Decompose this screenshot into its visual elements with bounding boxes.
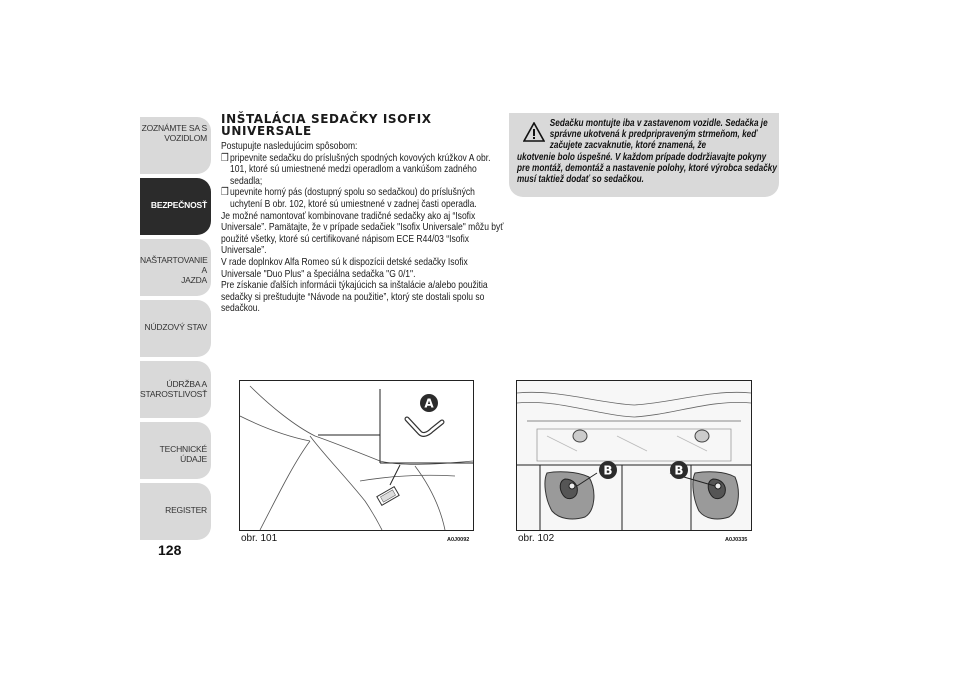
section-heading (221, 113, 506, 137)
tab-label: NAŠTARTOVANIE A (140, 255, 208, 275)
figure-code-101: A0J0092 (447, 537, 470, 543)
tab-emergency[interactable] (140, 300, 211, 357)
tab-vehicle[interactable] (140, 117, 211, 174)
figure-code-102: A0J0335 (725, 537, 748, 543)
tab-label: TECHNICKÉ ÚDAJE (159, 444, 207, 464)
marker-label-a: A (424, 396, 434, 411)
tab-label: REGISTER (165, 505, 207, 515)
figure-101 (239, 380, 474, 531)
list-item (221, 187, 506, 210)
tab-technical-data[interactable] (140, 422, 211, 479)
list-item-text: pripevnite sedačku do príslušných spodných kovových krúžkov A obr. 101, ktoré sú umiestnené medzi operadlom a vankúšom zadného sedadla; (230, 152, 491, 187)
warning-box (509, 113, 779, 197)
heading-line: INŠTALÁCIA SEDAČKY ISOFIX (221, 112, 432, 126)
list-item-text: upevnite horný pás (dostupný spolu so sedačkou) do príslušných uchytení B obr. 102, ktoré sú umiestnené v zadnej časti operadla. (230, 187, 477, 210)
tab-label: BEZPEČNOSŤ (150, 200, 207, 210)
warning-text-line: Sedačku montujte iba v zastavenom vozidle. Sedačka je správne ukotvená k predpripraveným strmeňom, keď začujete zacvaknutie, ktoré znamená, že (549, 118, 768, 152)
paragraph: Je možné namontovať kombinovane tradičné sedačky ako aj “Isofix Universale”. Pamätajte, že v prípade sedačiek "Isofix Universale" môžu byť použité všetky, ktoré sú certifikované nápisom ECE R44/03 “Isofix Universale”. (221, 210, 504, 257)
body-text (221, 141, 506, 315)
warning-text-line: ukotvenie bolo úspešné. V každom prípade dodržiavajte pokyny pre montáž, demontáž a nastavenie polohy, ktoré výrobca sedačky musí taktiež dodať so sedačkou. (517, 151, 777, 186)
figure-caption-102: obr. 102 (518, 533, 555, 544)
paragraph: V rade doplnkov Alfa Romeo sú k dispozícii detské sedačky Isofix Universale "Duo Plus" a špeciálna sedačka "G 0/1". (221, 256, 468, 280)
isofix-anchor-illustration (240, 381, 473, 530)
tab-safety[interactable] (140, 178, 211, 235)
page-number: 128 (158, 542, 182, 558)
tab-label: VOZIDLOM (164, 133, 207, 143)
tab-label: NÚDZOVÝ STAV (144, 322, 207, 332)
tab-label: JAZDA (181, 275, 207, 285)
tab-index[interactable] (140, 483, 211, 540)
figure-102 (516, 380, 752, 531)
tab-label: ZOZNÁMTE SA S (141, 123, 207, 133)
intro-paragraph: Postupujte nasledujúcim spôsobom: (221, 141, 358, 152)
checkbox-bullet-icon: ❒ (221, 187, 229, 199)
heading-line: UNIVERSALE (221, 124, 312, 138)
tab-label: STAROSTLIVOSŤ (140, 389, 208, 399)
tab-starting-driving[interactable] (140, 239, 211, 296)
tether-anchor-illustration (517, 381, 751, 530)
warning-text (517, 118, 778, 185)
marker-label-b: B (603, 463, 613, 478)
marker-label-b: B (674, 463, 684, 478)
tab-label: ÚDRŽBA A (166, 379, 207, 389)
tab-maintenance[interactable] (140, 361, 211, 418)
list-item (221, 153, 506, 188)
section-content (221, 113, 506, 315)
paragraph: Pre získanie ďalších informácii týkajúcich sa inštalácie a/alebo použitia sedačky si preštudujte “Návode na použitie”, ktorý ste dostali spolu so sedačkou. (221, 280, 488, 315)
figure-caption-101: obr. 101 (241, 533, 278, 544)
checkbox-bullet-icon: ❒ (221, 152, 229, 164)
